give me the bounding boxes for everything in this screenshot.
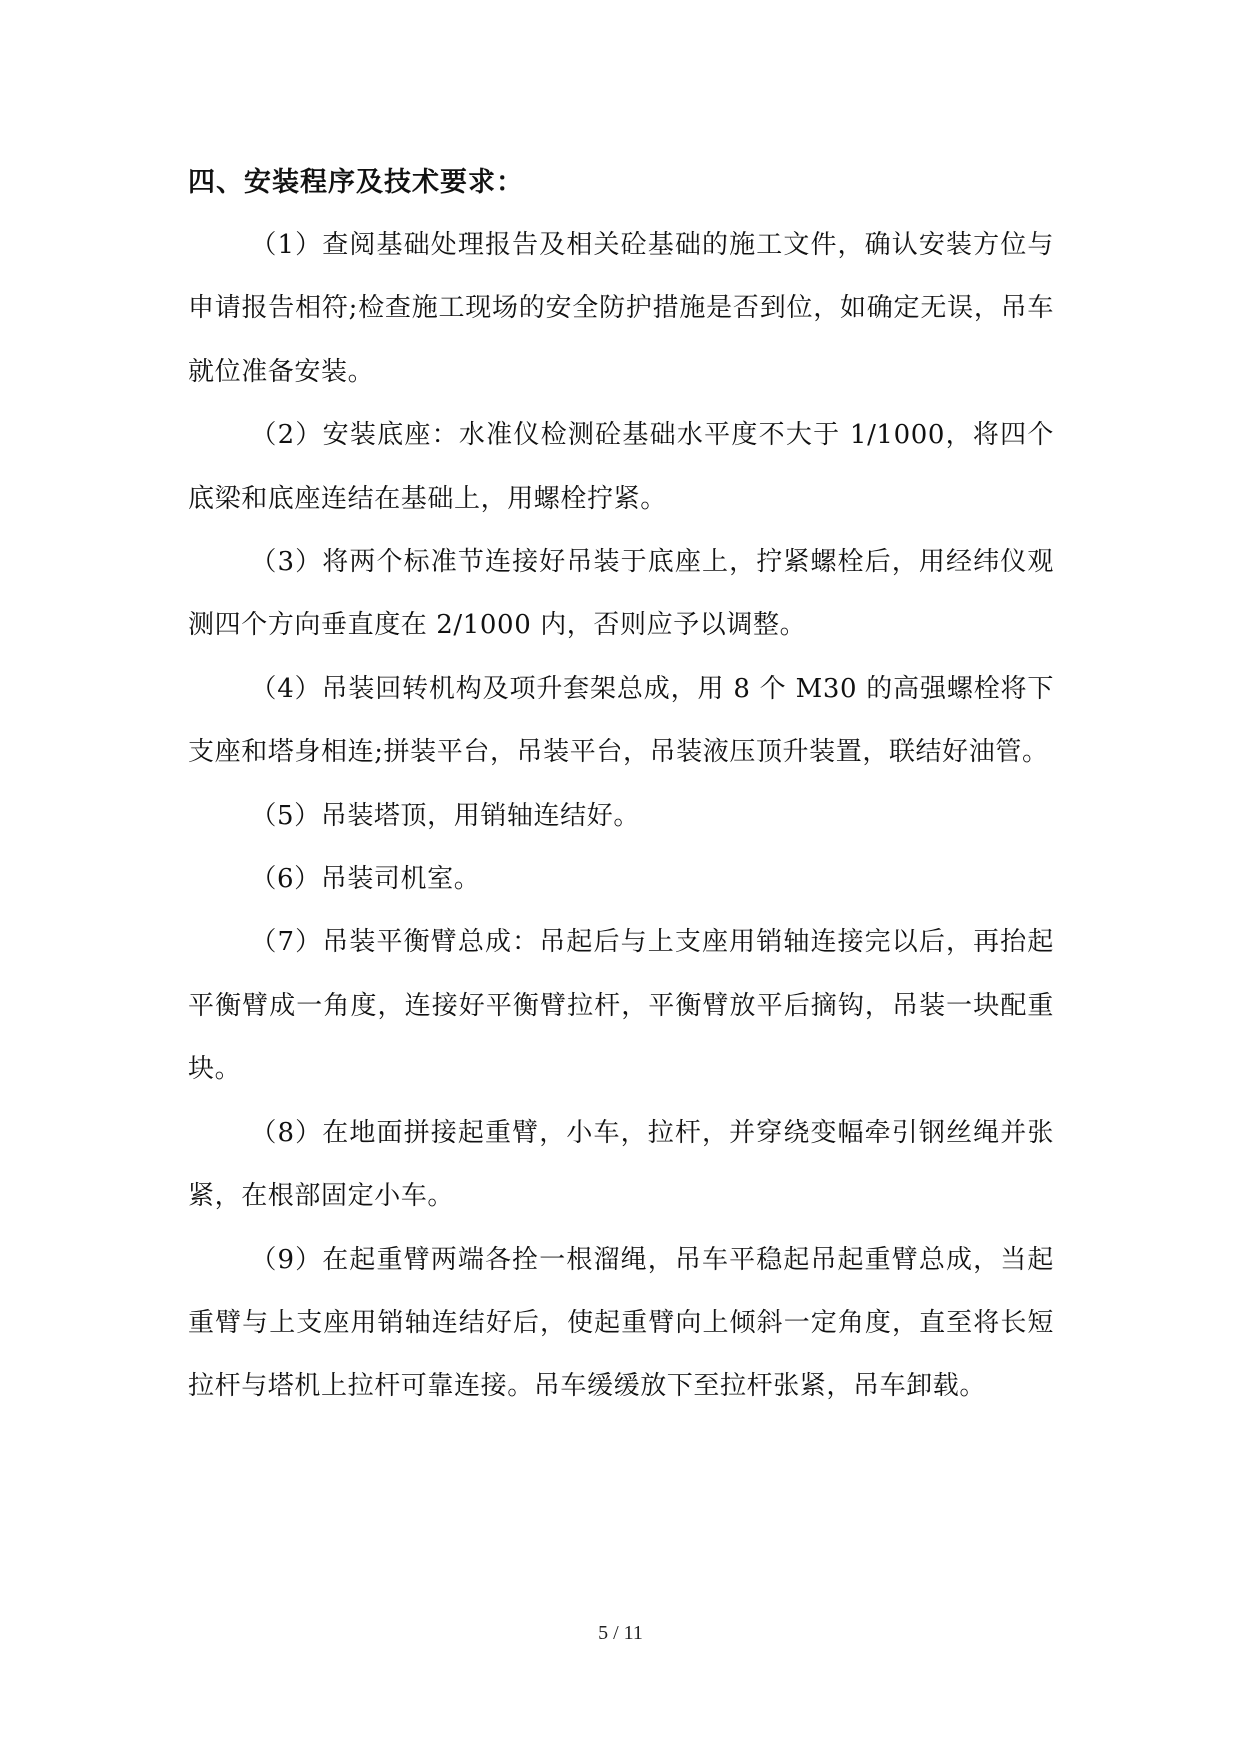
paragraph-step-4: （4）吊装回转机构及项升套架总成，用 8 个 M30 的高强螺栓将下支座和塔身相连;拼装平台，吊装平台，吊装液压顶升装置，联结好油管。	[188, 673, 1054, 768]
document-body	[188, 152, 1054, 1419]
paragraph-step-2: （2）安装底座：水准仪检测砼基础水平度不大于 1/1000，将四个底梁和底座连结在基础上，用螺栓拧紧。	[188, 420, 1054, 514]
paragraph-step-8: （8）在地面拼接起重臂，小车，拉杆，并穿绕变幅牵引钢丝绳并张紧，在根部固定小车。	[188, 1117, 1054, 1212]
paragraph-step-5: （5）吊装塔顶，用销轴连结好。	[250, 800, 640, 831]
paragraph-step-6: （6）吊装司机室。	[250, 864, 481, 895]
paragraph-step-1: （1）查阅基础处理报告及相关砼基础的施工文件，确认安装方位与申请报告相符;检查施工现场的安全防护措施是否到位，如确定无误，吊车就位准备安装。	[188, 230, 1054, 387]
paragraph-step-3: （3）将两个标准节连接好吊装于底座上，拧紧螺栓后，用经纬仪观测四个方向垂直度在 2/1000 内，否则应予以调整。	[188, 547, 1054, 641]
page-number: 5 / 11	[598, 1622, 643, 1644]
paragraph-step-9: （9）在起重臂两端各拴一根溜绳，吊车平稳起吊起重臂总成，当起重臂与上支座用销轴连结好后，使起重臂向上倾斜一定角度，直至将长短拉杆与塔机上拉杆可靠连接。吊车缓缓放下至拉杆张紧，吊车卸载。	[188, 1244, 1054, 1402]
section-title: 四、安装程序及技术要求：	[188, 167, 524, 198]
paragraph-step-7: （7）吊装平衡臂总成：吊起后与上支座用销轴连接完以后，再抬起平衡臂成一角度，连接好平衡臂拉杆，平衡臂放平后摘钩，吊装一块配重块。	[188, 927, 1054, 1085]
